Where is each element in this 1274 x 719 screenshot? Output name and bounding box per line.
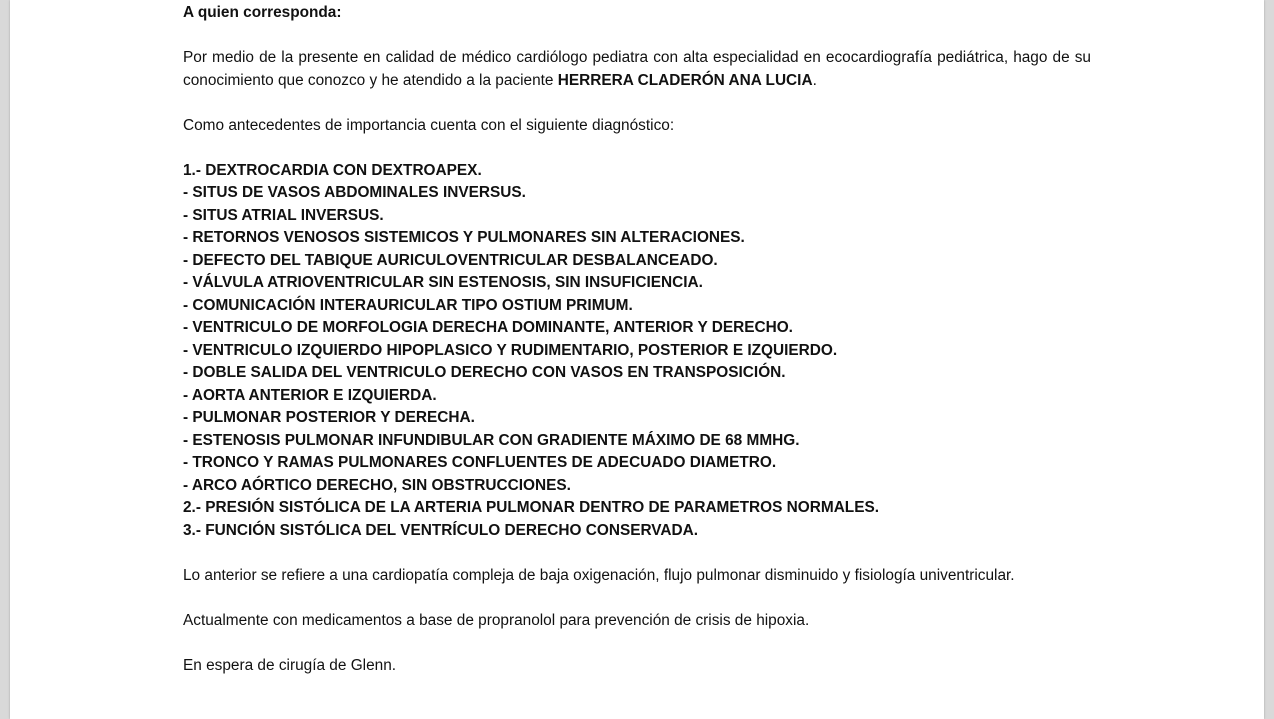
diagnosis-list (183, 160, 1091, 543)
diagnosis-item: - DOBLE SALIDA DEL VENTRICULO DERECHO CON VASOS EN TRANSPOSICIÓN. (183, 364, 786, 381)
diagnosis-item: - PULMONAR POSTERIOR Y DERECHA. (183, 409, 475, 426)
diagnosis-item: - SITUS ATRIAL INVERSUS. (183, 206, 384, 224)
diagnosis-item: - SITUS DE VASOS ABDOMINALES INVERSUS. (183, 184, 526, 201)
medication-paragraph: Actualmente con medicamentos a base de propranolol para prevención de crisis de hipoxia. (183, 611, 810, 629)
intro-text: Por medio de la presente en calidad de médico cardiólogo pediatra con alta especialidad en ecocardiografía pediátrica, hago de su conocimiento que conozco y he atendido a la paciente (183, 49, 1091, 89)
spacer (183, 587, 1091, 610)
diagnosis-item: - VENTRICULO DE MORFOLOGIA DERECHA DOMINANTE, ANTERIOR Y DERECHO. (183, 319, 793, 336)
diagnosis-item: 3.- FUNCIÓN SISTÓLICA DEL VENTRÍCULO DERECHO CONSERVADA. (183, 521, 699, 539)
diagnosis-item: - COMUNICACIÓN INTERAURICULAR TIPO OSTIUM PRIMUM. (183, 296, 633, 314)
diagnosis-item: 1.- DEXTROCARDIA CON DEXTROAPEX. (183, 161, 482, 179)
intro-paragraph (183, 47, 1091, 92)
summary-paragraph: Lo anterior se refiere a una cardiopatía compleja de baja oxigenación, flujo pulmonar disminuido y fisiología univentricular. (183, 566, 1015, 584)
diagnosis-item: - AORTA ANTERIOR E IZQUIERDA. (183, 386, 437, 404)
spacer (183, 632, 1091, 655)
letter-greeting: A quien corresponda: (183, 4, 342, 21)
diagnosis-item: - ARCO AÓRTICO DERECHO, SIN OBSTRUCCIONES. (183, 476, 571, 494)
diagnosis-item: - RETORNOS VENOSOS SISTEMICOS Y PULMONARES SIN ALTERACIONES. (183, 229, 745, 246)
spacer (183, 25, 1091, 48)
diagnosis-item: - DEFECTO DEL TABIQUE AURICULOVENTRICULAR DESBALANCEADO. (183, 251, 718, 269)
diagnosis-item: - VÁLVULA ATRIOVENTRICULAR SIN ESTENOSIS, SIN INSUFICIENCIA. (183, 274, 703, 291)
intro-end: . (812, 71, 817, 89)
spacer (183, 137, 1091, 160)
letter-body (183, 2, 1091, 677)
diagnosis-item: - VENTRICULO IZQUIERDO HIPOPLASICO Y RUDIMENTARIO, POSTERIOR E IZQUIERDO. (183, 341, 838, 359)
document-page (10, 0, 1264, 719)
patient-name: HERRERA CLADERÓN ANA LUCIA (557, 71, 813, 89)
waiting-paragraph: En espera de cirugía de Glenn. (183, 656, 397, 674)
diagnosis-item: - TRONCO Y RAMAS PULMONARES CONFLUENTES DE ADECUADO DIAMETRO. (183, 454, 777, 471)
spacer (183, 542, 1091, 565)
antecedents-paragraph: Como antecedentes de importancia cuenta con el siguiente diagnóstico: (183, 116, 675, 134)
diagnosis-item: - ESTENOSIS PULMONAR INFUNDIBULAR CON GRADIENTE MÁXIMO DE 68 MMHG. (183, 431, 800, 449)
diagnosis-item: 2.- PRESIÓN SISTÓLICA DE LA ARTERIA PULMONAR DENTRO DE PARAMETROS NORMALES. (183, 499, 880, 516)
spacer (183, 92, 1091, 115)
